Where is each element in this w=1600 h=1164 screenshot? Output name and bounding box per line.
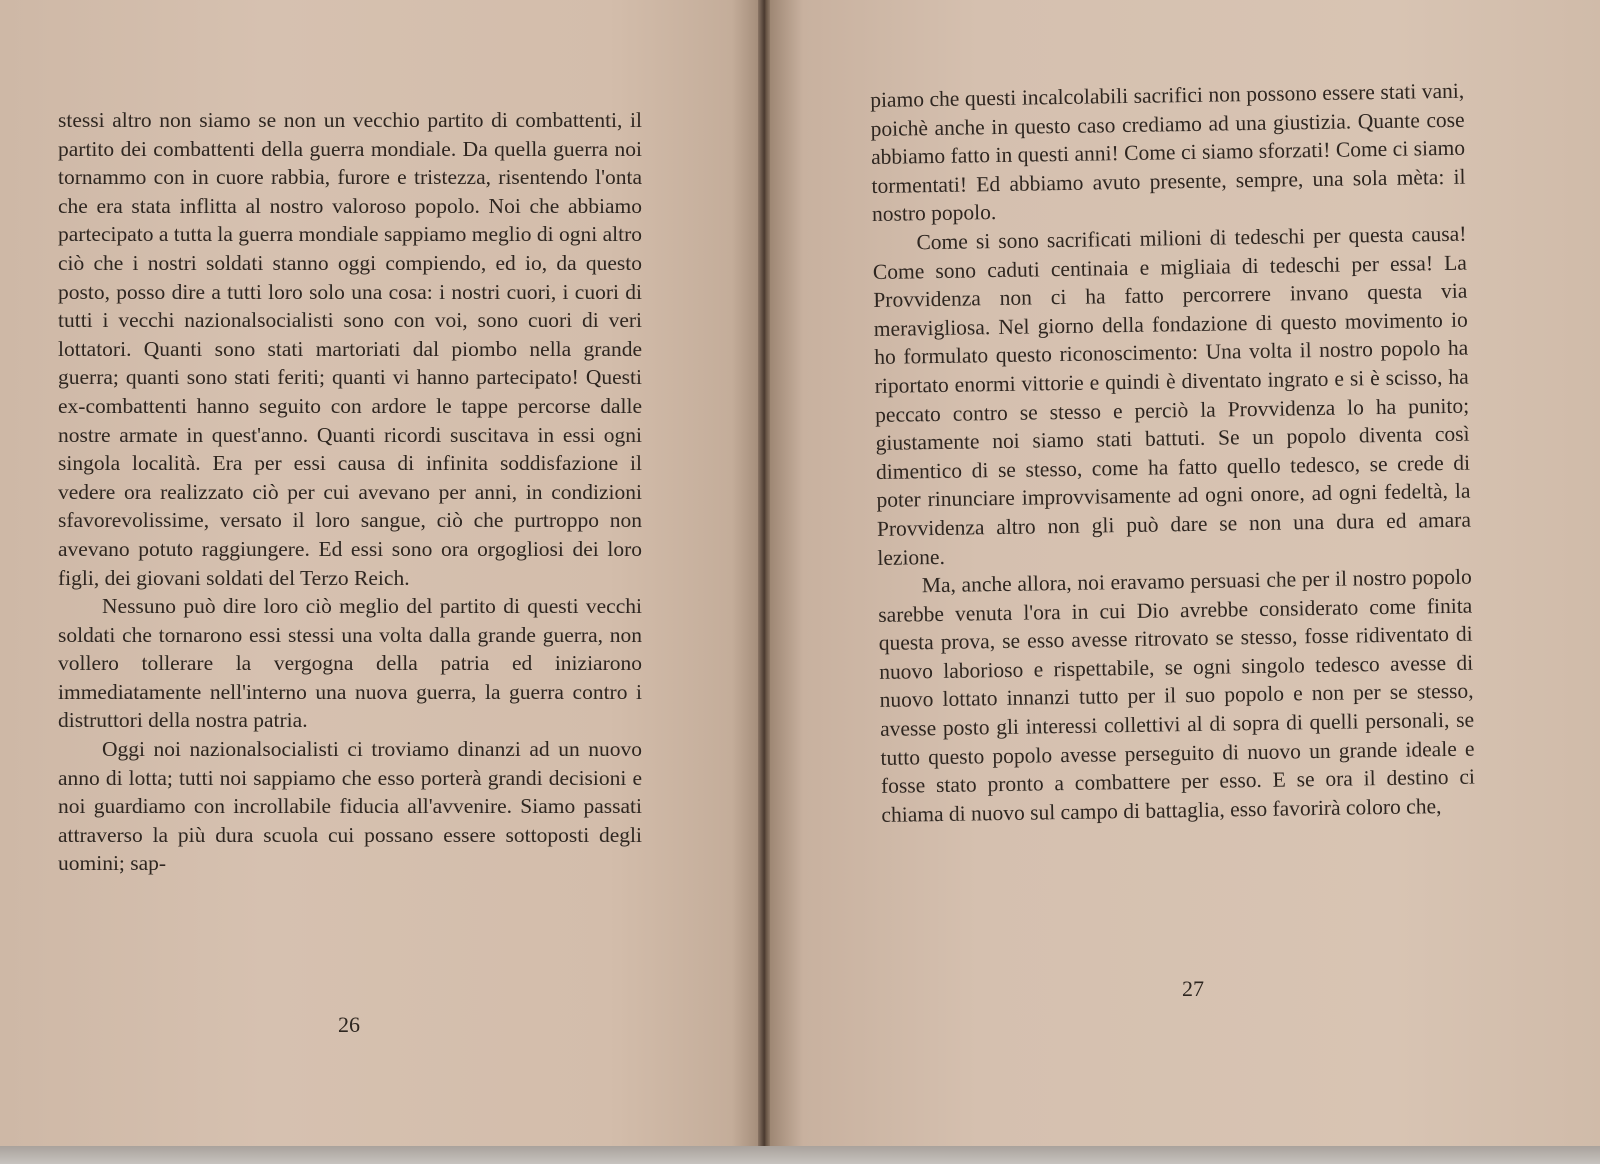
right-paragraph-3: Ma, anche allora, noi eravamo persuasi che per il nostro popolo sarebbe venuta l'ora in cui Dio avrebbe considerato come finita questa prova, se esso avesse ritrovato se stesso, fosse ridiventato di nuovo laborioso e rispettabile, se ogni singolo tedesco avesse di nuovo lottato innanzi tutto per il suo popolo e non per se stesso, avesse posto gli interessi collettivi al di sopra di quelli personali, se tutto questo popolo avesse perseguito di nuovo un grande ideale e fosse stato pronto a combattere per esso. E se ora il destino ci chiama di nuovo sul campo di battaglia, esso favorirà coloro che, — [878, 564, 1476, 827]
right-page — [770, 0, 1600, 1148]
right-page-text — [870, 77, 1476, 830]
scan-bottom-edge — [0, 1146, 1600, 1164]
right-paragraph-1: piamo che questi incalcolabili sacrifici non possono essere stati vani, poichè anche in questo caso crediamo ad una giustizia. Quante cose abbiamo fatto in questi anni! Come ci siamo sforzati! Come ci siamo tormentati! Ed abbiamo avuto presente, sempre, una sola mèta: il nostro popolo. — [870, 78, 1466, 227]
left-page-number: 26 — [338, 1012, 360, 1037]
left-paragraph-3: Oggi noi nazionalsocialisti ci troviamo dinanzi ad un nuovo anno di lotta; tutti noi sappiamo che esso porterà grandi decisioni e noi guardiamo con incrollabile fiducia all'avvenire. Siamo passati attraverso la più dura scuola cui possano essere sottoposti degli uomini; sap- — [58, 737, 642, 876]
left-page-text — [58, 106, 642, 878]
right-paragraph-2: Come si sono sacrificati milioni di tedeschi per questa causa! Come sono caduti centinaia e migliaia di tedeschi per essa! La Provvidenza non ci ha fatto percorrere invano questa via meravigliosa. Nel giorno della fondazione di questo movimento io ho formulato questo riconoscimento: Una volta il nostro popolo ha riportato enormi vittorie e quindi è diventato ingrato e si è scisso, ha peccato contro se stesso e perciò la Provvidenza lo ha punito; giustamente noi siamo stati battuti. Se un popolo diventa così dimentico di se stesso, come ha fatto quello tedesco, se crede di poter rinunciare improvvisamente ad ogni onore, ad ogni fedeltà, la Provvidenza altro non gli può dare se non una dura ed amara lezione. — [872, 221, 1472, 570]
right-page-number: 27 — [1182, 976, 1204, 1001]
left-paragraph-2: Nessuno può dire loro ciò meglio del partito di questi vecchi soldati che tornarono essi stessi una volta dalla grande guerra, non vollero tollerare la vergogna della patria ed iniziarono immediatamente nell'interno una nuova guerra, la guerra contro i distruttori della nostra patria. — [58, 594, 642, 733]
left-paragraph-1: stessi altro non siamo se non un vecchio partito di combattenti, il partito dei combattenti della guerra mondiale. Da quella guerra noi tornammo con in cuore rabbia, furore e tristezza, risentendo l'onta che era stata inflitta al nostro valoroso popolo. Noi che abbiamo partecipato a tutta la guerra mondiale sappiamo meglio di ogni altro ciò che i nostri soldati stanno oggi compiendo, ed io, da questo posto, posso dire a tutti loro solo una cosa: i nostri cuori, i cuori di tutti i vecchi nazionalsocialisti sono con voi, sono cuori di veri lottatori. Quanti sono stati martoriati dal piombo nella grande guerra; quanti sono stati feriti; quanti vi hanno partecipato! Questi ex-combattenti hanno seguito con ardore le tappe percorse dalle nostre armate in quest'anno. Quanti ricordi suscitava in essi ogni singola località. Era per essi causa di infinita soddisfazione il vedere ora realizzato ciò per cui avevano per anni, in condizioni sfavorevolissime, versato il loro sangue, ciò che purtroppo non avevano potuto raggiungere. Ed essi sono ora orgogliosi dei loro figli, dei giovani soldati del Terzo Reich. — [58, 108, 642, 590]
left-page — [0, 0, 762, 1148]
